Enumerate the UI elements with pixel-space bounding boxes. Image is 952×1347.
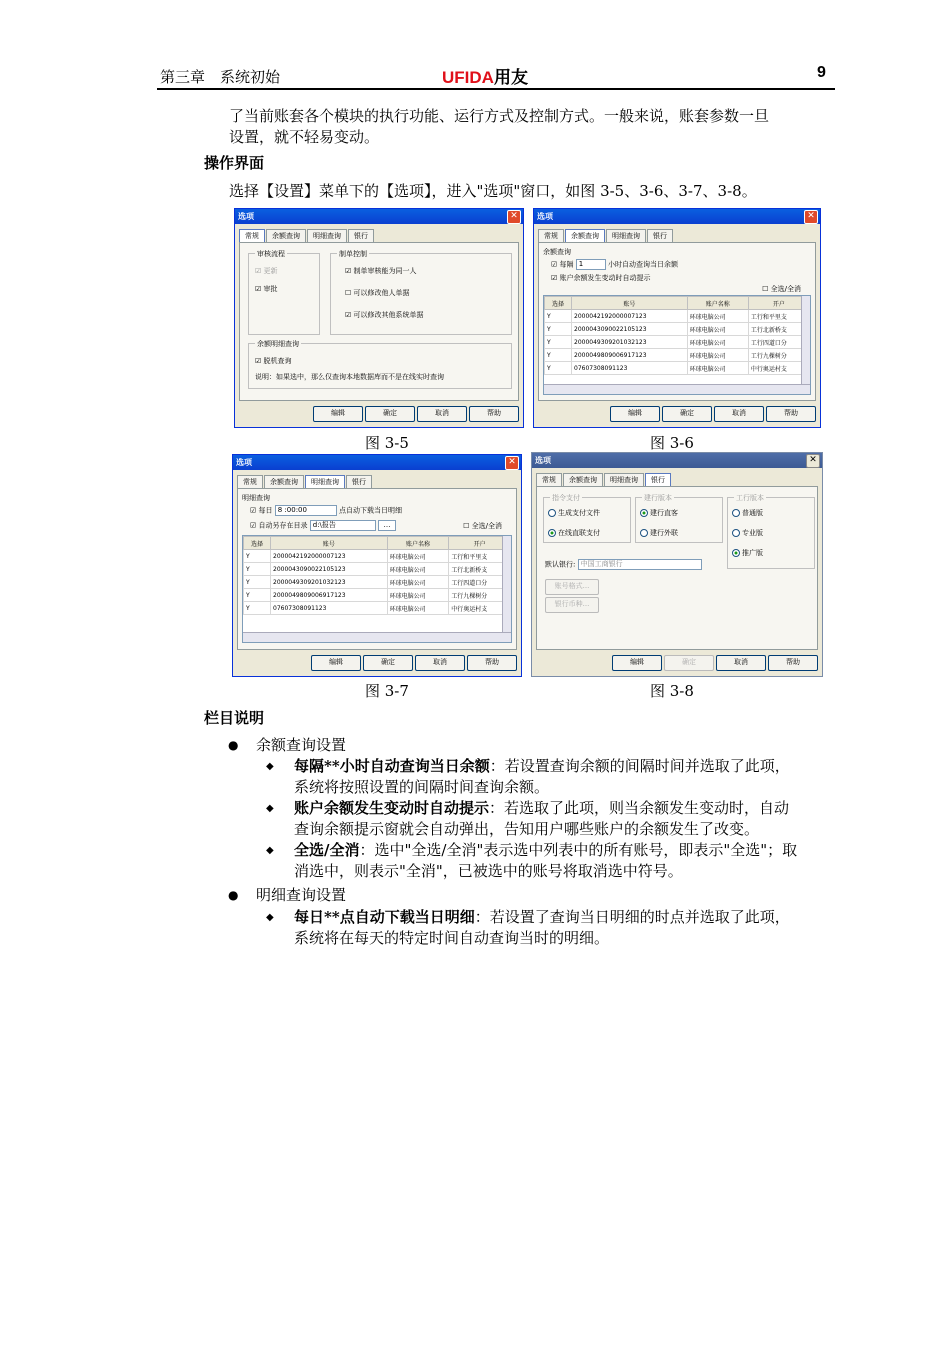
diamond-icon: ◆ xyxy=(266,845,274,856)
horizontal-scrollbar[interactable] xyxy=(544,384,810,394)
dialog-title: 选项 xyxy=(535,456,551,465)
edit-button[interactable]: 编辑 xyxy=(610,406,660,422)
cancel-button[interactable]: 取消 xyxy=(415,655,465,671)
tab-panel xyxy=(239,242,519,401)
dialog-titlebar xyxy=(235,209,523,224)
group-review-title: 审核流程 xyxy=(257,250,285,258)
default-bank-select[interactable]: 中国工商银行 xyxy=(578,559,702,570)
ok-button[interactable]: 确定 xyxy=(662,406,712,422)
cell: Y xyxy=(244,602,271,615)
ok-button[interactable]: 确定 xyxy=(363,655,413,671)
bullet2-text: 明细查询设置 xyxy=(256,886,347,904)
caption-fig35: 图 3-5 xyxy=(365,434,409,452)
desc1-line1 xyxy=(294,756,790,777)
radio-icon xyxy=(732,529,740,537)
cell: Y xyxy=(545,362,572,375)
radio-online[interactable] xyxy=(548,528,600,538)
chk-autosave-label: ☑ 自动另存在目录 xyxy=(250,521,308,530)
time-text: 点自动下载当日明细 xyxy=(338,506,402,515)
help-button[interactable]: 帮助 xyxy=(469,406,519,422)
desc3-bold: 全选/全消 xyxy=(294,841,360,859)
tab-bank[interactable]: 银行 xyxy=(647,229,673,242)
desc4-text: ：若设置了查询当日明细的时点并选取了此项， xyxy=(474,908,790,926)
tab-panel xyxy=(536,486,818,650)
edit-button[interactable]: 编辑 xyxy=(612,655,662,671)
radio-icon xyxy=(732,549,740,557)
chk-select-all[interactable]: ☐ 全选/全消 xyxy=(463,522,502,530)
desc3-line2: 消选中，则表示"全消"，已被选中的账号将取消选中符号。 xyxy=(294,862,683,880)
tab-balance[interactable]: 余额查询 xyxy=(563,473,603,486)
account-table xyxy=(543,295,811,395)
tab-bar xyxy=(237,475,373,488)
button-row xyxy=(612,655,818,671)
radio-icon xyxy=(548,509,556,517)
chk-modify-others[interactable]: ☐ 可以修改他人单据 xyxy=(345,289,410,297)
chk-select-all[interactable]: ☐ 全选/全消 xyxy=(762,285,801,293)
radio-icbc-promo-label: 推广版 xyxy=(742,549,763,557)
help-button[interactable]: 帮助 xyxy=(467,655,517,671)
tab-bar xyxy=(538,229,674,242)
dialog-fig37 xyxy=(232,454,522,677)
col-bank: 开户 xyxy=(748,297,809,310)
dialog-fig36 xyxy=(533,208,821,428)
group-payment xyxy=(543,494,631,543)
tab-general[interactable]: 常规 xyxy=(536,473,562,486)
desc2-text: ：若选取了此项，则当余额发生变动时，自动 xyxy=(489,799,790,817)
cell: 环球电脑公司 xyxy=(387,563,449,576)
col-select: 选择 xyxy=(545,297,572,310)
section-cols-heading: 栏目说明 xyxy=(204,709,265,727)
table-row[interactable] xyxy=(545,362,810,375)
chapter-title: 第三章 系统初始 xyxy=(160,68,281,86)
radio-icbc-normal[interactable] xyxy=(732,508,763,518)
hours-text: 小时自动查询当日余额 xyxy=(607,260,678,269)
cell: 工行北新桥支 xyxy=(449,563,511,576)
tab-general[interactable]: 常规 xyxy=(237,475,263,488)
bullet-icon: ● xyxy=(228,738,239,752)
cell: Y xyxy=(545,310,572,323)
chk-approve[interactable]: ☑ 审批 xyxy=(255,285,278,293)
edit-button[interactable]: 编辑 xyxy=(311,655,361,671)
table-row[interactable] xyxy=(545,323,810,336)
ok-button[interactable]: 确定 xyxy=(365,406,415,422)
radio-gen-file-label: 生成支付文件 xyxy=(558,509,600,517)
cell: Y xyxy=(244,589,271,602)
radio-online-label: 在线直联支付 xyxy=(558,529,600,537)
cell: 环球电脑公司 xyxy=(387,576,449,589)
group-payment-title: 指令支付 xyxy=(552,494,580,502)
cell: Y xyxy=(545,323,572,336)
radio-icbc-pro[interactable] xyxy=(732,528,763,538)
tab-general[interactable]: 常规 xyxy=(239,229,265,242)
default-bank-row xyxy=(545,559,702,570)
tab-detail[interactable]: 明细查询 xyxy=(307,229,347,242)
account-table-grid xyxy=(243,536,511,615)
button-row xyxy=(313,406,519,422)
account-table-grid xyxy=(544,296,810,375)
radio-icon xyxy=(640,509,648,517)
tab-bar xyxy=(536,473,672,486)
dialog-fig35 xyxy=(234,208,524,428)
cell: 2000043090022105123 xyxy=(572,323,688,336)
radio-gen-file[interactable] xyxy=(548,508,600,518)
tab-panel xyxy=(237,488,517,650)
close-icon[interactable]: ✕ xyxy=(505,456,519,470)
default-bank-label: 默认银行: xyxy=(545,560,576,569)
caption-fig36: 图 3-6 xyxy=(650,434,694,452)
tab-bar xyxy=(239,229,375,242)
dialog-titlebar xyxy=(532,453,822,468)
radio-ccb-direct[interactable] xyxy=(640,508,678,518)
table-row[interactable] xyxy=(244,589,511,602)
chk-modify[interactable]: ☑ 更新 xyxy=(255,267,278,275)
cancel-button[interactable]: 取消 xyxy=(714,406,764,422)
tab-balance[interactable]: 余额查询 xyxy=(565,229,605,242)
radio-icon xyxy=(640,529,648,537)
tab-balance[interactable]: 余额查询 xyxy=(266,229,306,242)
tab-balance[interactable]: 余额查询 xyxy=(264,475,304,488)
cell: 工行四道口分 xyxy=(748,336,809,349)
browse-button[interactable]: … xyxy=(378,520,396,531)
page-number: 9 xyxy=(817,64,826,81)
chk-daily[interactable] xyxy=(250,505,402,516)
bank-currency-button[interactable]: 银行币种... xyxy=(545,597,599,613)
hours-input[interactable]: 1 xyxy=(576,259,606,270)
tab-general[interactable]: 常规 xyxy=(538,229,564,242)
logo-cn: 用友 xyxy=(493,68,528,87)
dialog-titlebar xyxy=(233,455,521,470)
cell: 环球电脑公司 xyxy=(687,349,748,362)
cell: 2000049309201032123 xyxy=(271,576,388,589)
tab-detail[interactable]: 明细查询 xyxy=(305,475,345,488)
col-bank: 开户 xyxy=(449,537,511,550)
intro-line1: 了当前账套各个模块的执行功能、运行方式及控制方式。一般来说，账套参数一旦 xyxy=(229,107,770,125)
help-button[interactable]: 帮助 xyxy=(768,655,818,671)
tab-detail[interactable]: 明细查询 xyxy=(604,473,644,486)
caption-fig37: 图 3-7 xyxy=(365,682,409,700)
help-button[interactable]: 帮助 xyxy=(766,406,816,422)
section-ui-heading: 操作界面 xyxy=(204,154,265,172)
cell: 2000043090022105123 xyxy=(271,563,388,576)
chk-same-person[interactable]: ☑ 制单审核能为同一人 xyxy=(345,267,417,275)
account-format-button[interactable]: 账号格式... xyxy=(545,579,599,595)
chk-offline[interactable]: ☑ 脱机查询 xyxy=(255,357,292,365)
table-row[interactable] xyxy=(545,336,810,349)
group-balance-title: 余额查询 xyxy=(543,248,571,256)
button-row xyxy=(311,655,517,671)
radio-ccb-external-label: 建行外联 xyxy=(650,529,678,537)
diamond-icon: ◆ xyxy=(266,803,274,814)
tab-bank[interactable]: 银行 xyxy=(348,229,374,242)
ufida-logo xyxy=(442,63,528,88)
cell: Y xyxy=(244,563,271,576)
dir-input[interactable]: d:\报告 xyxy=(310,520,376,531)
cell: 2000042192000007123 xyxy=(271,550,388,563)
desc1-bold: 每隔**小时自动查询当日余额 xyxy=(294,757,490,775)
account-table xyxy=(242,535,512,643)
cell: Y xyxy=(545,349,572,362)
chk-every-label: ☑ 每隔 xyxy=(551,260,574,269)
cancel-button[interactable]: 取消 xyxy=(417,406,467,422)
cell: Y xyxy=(545,336,572,349)
cell: 中行奥运村支 xyxy=(748,362,809,375)
header-rule xyxy=(157,88,835,90)
cell: 2000049809006917123 xyxy=(572,349,688,362)
chk-modify-system[interactable]: ☑ 可以修改其他系统单据 xyxy=(345,311,424,319)
cell: 工行北新桥支 xyxy=(748,323,809,336)
group-review xyxy=(248,250,320,335)
cell: 环球电脑公司 xyxy=(687,323,748,336)
radio-icbc-promo[interactable] xyxy=(732,548,763,558)
radio-ccb-external[interactable] xyxy=(640,528,678,538)
caption-fig38: 图 3-8 xyxy=(650,682,694,700)
table-row[interactable] xyxy=(244,563,511,576)
desc2-line2: 查询余额提示窗就会自动弹出，告知用户哪些账户的余额发生了改变。 xyxy=(294,820,760,838)
diamond-icon: ◆ xyxy=(266,761,274,772)
table-row[interactable] xyxy=(545,310,810,323)
group-control-title: 制单控制 xyxy=(339,250,367,258)
cell: 工行四道口分 xyxy=(449,576,511,589)
group-detail-title: 明细查询 xyxy=(242,494,270,502)
close-icon[interactable]: ✕ xyxy=(507,210,521,224)
offline-note: 说明：如果选中，那么仅查询本地数据库而不是在线实时查询 xyxy=(255,373,444,381)
close-icon[interactable]: ✕ xyxy=(804,210,818,224)
button-row xyxy=(610,406,816,422)
chk-daily-label: ☑ 每日 xyxy=(250,506,273,515)
radio-ccb-direct-label: 建行直客 xyxy=(650,509,678,517)
desc4-line1 xyxy=(294,907,790,928)
table-row[interactable] xyxy=(244,602,511,615)
dialog-title: 选项 xyxy=(537,212,553,221)
col-account: 账号 xyxy=(572,297,688,310)
time-input[interactable]: 8 :00:00 xyxy=(275,505,337,516)
desc4-line2: 系统将在每天的特定时间自动查询当时的明细。 xyxy=(294,929,610,947)
vertical-scrollbar[interactable] xyxy=(502,536,511,633)
cell: 工行九棵树分 xyxy=(449,589,511,602)
dialog-title: 选项 xyxy=(236,458,252,467)
radio-icbc-normal-label: 普通版 xyxy=(742,509,763,517)
dialog-title: 选项 xyxy=(238,212,254,221)
group-ccb xyxy=(635,494,723,543)
bullet1-text: 余额查询设置 xyxy=(256,736,347,754)
table-header-row xyxy=(545,297,810,310)
col-name: 账户名称 xyxy=(687,297,748,310)
cell: 环球电脑公司 xyxy=(387,550,449,563)
bullet-icon: ● xyxy=(228,888,239,902)
col-name: 账户名称 xyxy=(387,537,449,550)
section-ui-text: 选择【设置】菜单下的【选项】，进入"选项"窗口，如图 3-5、3-6、3-7、3-8。 xyxy=(229,182,757,200)
col-account: 账号 xyxy=(271,537,388,550)
desc1-line2: 系统将按照设置的间隔时间查询余额。 xyxy=(294,778,550,796)
dialog-titlebar xyxy=(534,209,820,224)
cell: 工行和平里支 xyxy=(449,550,511,563)
desc1-text: ：若设置查询余额的间隔时间并选取了此项， xyxy=(489,757,790,775)
table-header-row xyxy=(244,537,511,550)
cell: 环球电脑公司 xyxy=(687,336,748,349)
group-detail xyxy=(248,340,512,389)
edit-button[interactable]: 编辑 xyxy=(313,406,363,422)
cell: 2000049809006917123 xyxy=(271,589,388,602)
chk-every[interactable] xyxy=(551,259,678,270)
radio-icon xyxy=(732,509,740,517)
cancel-button[interactable]: 取消 xyxy=(716,655,766,671)
desc4-bold: 每日**点自动下载当日明细 xyxy=(294,908,475,926)
group-icbc-title: 工行版本 xyxy=(736,494,764,502)
vertical-scrollbar[interactable] xyxy=(801,296,810,385)
chk-autosave[interactable] xyxy=(250,520,396,531)
close-icon[interactable]: ✕ xyxy=(806,454,820,468)
cell: Y xyxy=(244,576,271,589)
cell: 环球电脑公司 xyxy=(687,310,748,323)
desc2-line1 xyxy=(294,798,789,819)
cell: 07607308091123 xyxy=(271,602,388,615)
group-control xyxy=(330,250,512,335)
cell: 工行和平里支 xyxy=(748,310,809,323)
desc3-line1 xyxy=(294,840,797,861)
radio-icbc-pro-label: 专业版 xyxy=(742,529,763,537)
desc2-bold: 账户余额发生变动时自动提示 xyxy=(294,799,490,817)
cell: 2000049309201032123 xyxy=(572,336,688,349)
cell: 环球电脑公司 xyxy=(387,602,449,615)
table-row[interactable] xyxy=(244,576,511,589)
table-row[interactable] xyxy=(244,550,511,563)
group-icbc xyxy=(727,494,815,569)
desc3-text: ：选中"全选/全消"表示选中列表中的所有账号，即表示"全选"；取 xyxy=(359,841,798,859)
tab-bank[interactable]: 银行 xyxy=(346,475,372,488)
tab-detail[interactable]: 明细查询 xyxy=(606,229,646,242)
tab-bank[interactable]: 银行 xyxy=(645,473,671,486)
ok-button[interactable]: 确定 xyxy=(664,655,714,671)
diamond-icon: ◆ xyxy=(266,912,274,923)
group-detail-title: 余额明细查询 xyxy=(257,340,299,348)
cell: 环球电脑公司 xyxy=(387,589,449,602)
intro-line2: 设置，就不轻易变动。 xyxy=(229,128,380,146)
cell: 2000042192000007123 xyxy=(572,310,688,323)
cell: Y xyxy=(244,550,271,563)
horizontal-scrollbar[interactable] xyxy=(243,632,511,642)
col-select: 选择 xyxy=(244,537,271,550)
cell: 07607308091123 xyxy=(572,362,688,375)
cell: 工行九棵树分 xyxy=(748,349,809,362)
dialog-fig38 xyxy=(531,452,823,677)
tab-panel xyxy=(538,242,816,401)
group-ccb-title: 建行版本 xyxy=(644,494,672,502)
table-row[interactable] xyxy=(545,349,810,362)
logo-ufida: UFIDA xyxy=(442,68,494,87)
cell: 中行奥运村支 xyxy=(449,602,511,615)
radio-icon xyxy=(548,529,556,537)
chk-notify[interactable]: ☑ 账户余额发生变动时自动提示 xyxy=(551,274,651,282)
cell: 环球电脑公司 xyxy=(687,362,748,375)
